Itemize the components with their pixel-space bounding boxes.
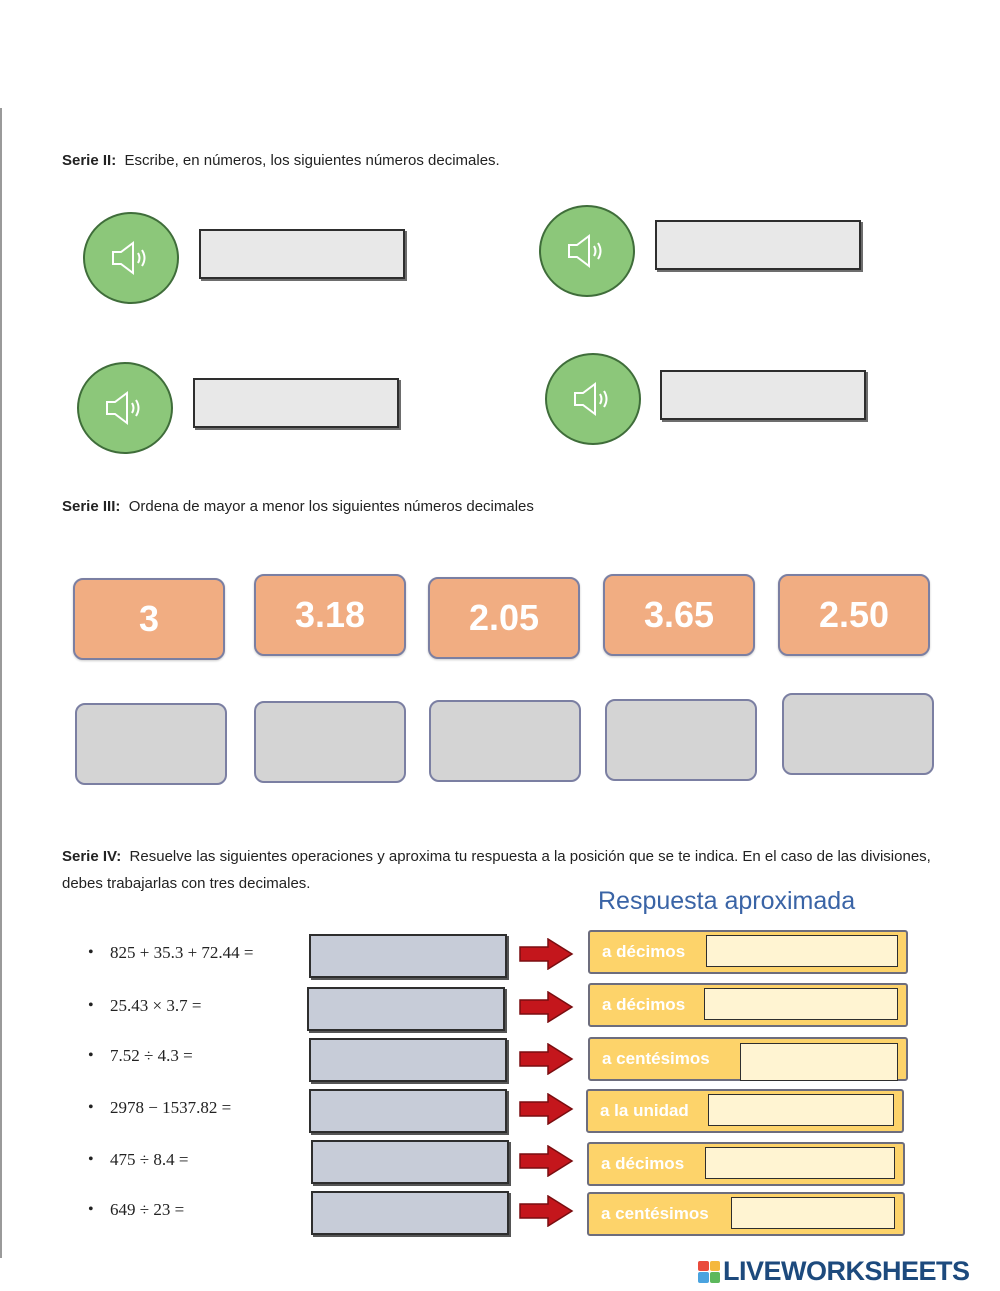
serie-2-label: Serie II:: [62, 152, 117, 169]
answer-field-2[interactable]: [655, 220, 861, 270]
order-drop-slot-1[interactable]: [75, 703, 227, 785]
rounded-answer-bar-5: [587, 1142, 905, 1186]
order-drop-slot-3[interactable]: [429, 700, 581, 782]
rounded-answer-bar-2: [588, 983, 908, 1027]
operation-row-5: [88, 1150, 188, 1170]
operation-expression: 2978 − 1537.82 =: [110, 1098, 232, 1117]
result-field-5[interactable]: [311, 1140, 509, 1184]
serie-2-heading: [62, 152, 500, 169]
operation-expression: 825 + 35.3 + 72.44 =: [110, 943, 254, 962]
arrow-right-icon: [518, 991, 574, 1023]
order-drop-slot-5[interactable]: [782, 693, 934, 775]
serie-3-instruction: Ordena de mayor a menor los siguientes números decimales: [128, 498, 534, 515]
speaker-icon: [107, 238, 155, 278]
rounding-position-label: a centésimos: [601, 1204, 709, 1223]
rounded-answer-field-5[interactable]: [705, 1147, 895, 1179]
number-tile-1[interactable]: 3: [73, 578, 225, 660]
rounding-position-label: a décimos: [601, 1154, 685, 1173]
rounded-answer-bar-6: [587, 1192, 905, 1236]
liveworksheets-logo: [698, 1261, 720, 1283]
speaker-icon: [101, 388, 149, 428]
serie-4-label: Serie IV:: [62, 848, 122, 865]
arrow-right-icon: [518, 1043, 574, 1075]
bullet: •: [88, 944, 94, 961]
rounding-position-label: a centésimos: [602, 1049, 710, 1068]
operation-expression: 25.43 × 3.7 =: [110, 996, 202, 1015]
bullet: •: [88, 1151, 94, 1168]
audio-play-button-1[interactable]: [83, 212, 179, 304]
result-field-4[interactable]: [309, 1089, 507, 1133]
operation-expression: 649 ÷ 23 =: [110, 1200, 185, 1219]
audio-play-button-3[interactable]: [77, 362, 173, 454]
number-tile-3[interactable]: 2.05: [428, 577, 580, 659]
speaker-icon: [569, 379, 617, 419]
brand-wordmark: LIVEWORKSHEETS: [723, 1256, 970, 1286]
result-field-2[interactable]: [307, 987, 505, 1031]
rounded-answer-bar-3: [588, 1037, 908, 1081]
rounded-answer-bar-4: [586, 1089, 904, 1133]
answer-field-1[interactable]: [199, 229, 405, 279]
arrow-right-icon: [518, 1145, 574, 1177]
operation-expression: 475 ÷ 8.4 =: [110, 1150, 189, 1169]
page-margin-rule: [0, 108, 2, 1258]
result-field-1[interactable]: [309, 934, 507, 978]
order-drop-slot-4[interactable]: [605, 699, 757, 781]
rounding-position-label: a décimos: [602, 995, 686, 1014]
operation-row-4: [88, 1098, 231, 1118]
audio-play-button-4[interactable]: [545, 353, 641, 445]
bullet: •: [88, 1201, 94, 1218]
rounded-answer-field-3[interactable]: [740, 1043, 898, 1081]
bullet: •: [88, 1047, 94, 1064]
bullet: •: [88, 1099, 94, 1116]
result-field-3[interactable]: [309, 1038, 507, 1082]
rounding-position-label: a la unidad: [600, 1101, 689, 1120]
operation-expression: 7.52 ÷ 4.3 =: [110, 1046, 193, 1065]
serie-3-heading: [62, 498, 534, 515]
serie-4-instruction: Resuelve las siguientes operaciones y aproxima tu respuesta a la posición que se te indica. En el caso de las divisiones, debes trabajarlas con tres decimales.: [62, 848, 931, 892]
operation-row-1: [88, 943, 254, 963]
arrow-right-icon: [518, 1195, 574, 1227]
number-tile-2[interactable]: 3.18: [254, 574, 406, 656]
number-tile-5[interactable]: 2.50: [778, 574, 930, 656]
answer-field-3[interactable]: [193, 378, 399, 428]
rounded-answer-field-4[interactable]: [708, 1094, 894, 1126]
number-tile-4[interactable]: 3.65: [603, 574, 755, 656]
arrow-right-icon: [518, 938, 574, 970]
operation-row-3: [88, 1046, 193, 1066]
order-drop-slot-2[interactable]: [254, 701, 406, 783]
serie-3-label: Serie III:: [62, 498, 121, 515]
rounding-position-label: a décimos: [602, 942, 686, 961]
operation-row-2: [88, 996, 201, 1016]
operation-row-6: [88, 1200, 184, 1220]
rounded-answer-field-1[interactable]: [706, 935, 898, 967]
rounded-answer-bar-1: [588, 930, 908, 974]
liveworksheets-brand: [698, 1256, 970, 1287]
rounded-answer-field-6[interactable]: [731, 1197, 895, 1229]
bullet: •: [88, 997, 94, 1014]
arrow-right-icon: [518, 1093, 574, 1125]
audio-play-button-2[interactable]: [539, 205, 635, 297]
result-field-6[interactable]: [311, 1191, 509, 1235]
serie-2-instruction: Escribe, en números, los siguientes números decimales.: [124, 152, 500, 169]
speaker-icon: [563, 231, 611, 271]
rounded-answer-field-2[interactable]: [704, 988, 898, 1020]
response-column-title: Respuesta aproximada: [598, 887, 856, 915]
answer-field-4[interactable]: [660, 370, 866, 420]
